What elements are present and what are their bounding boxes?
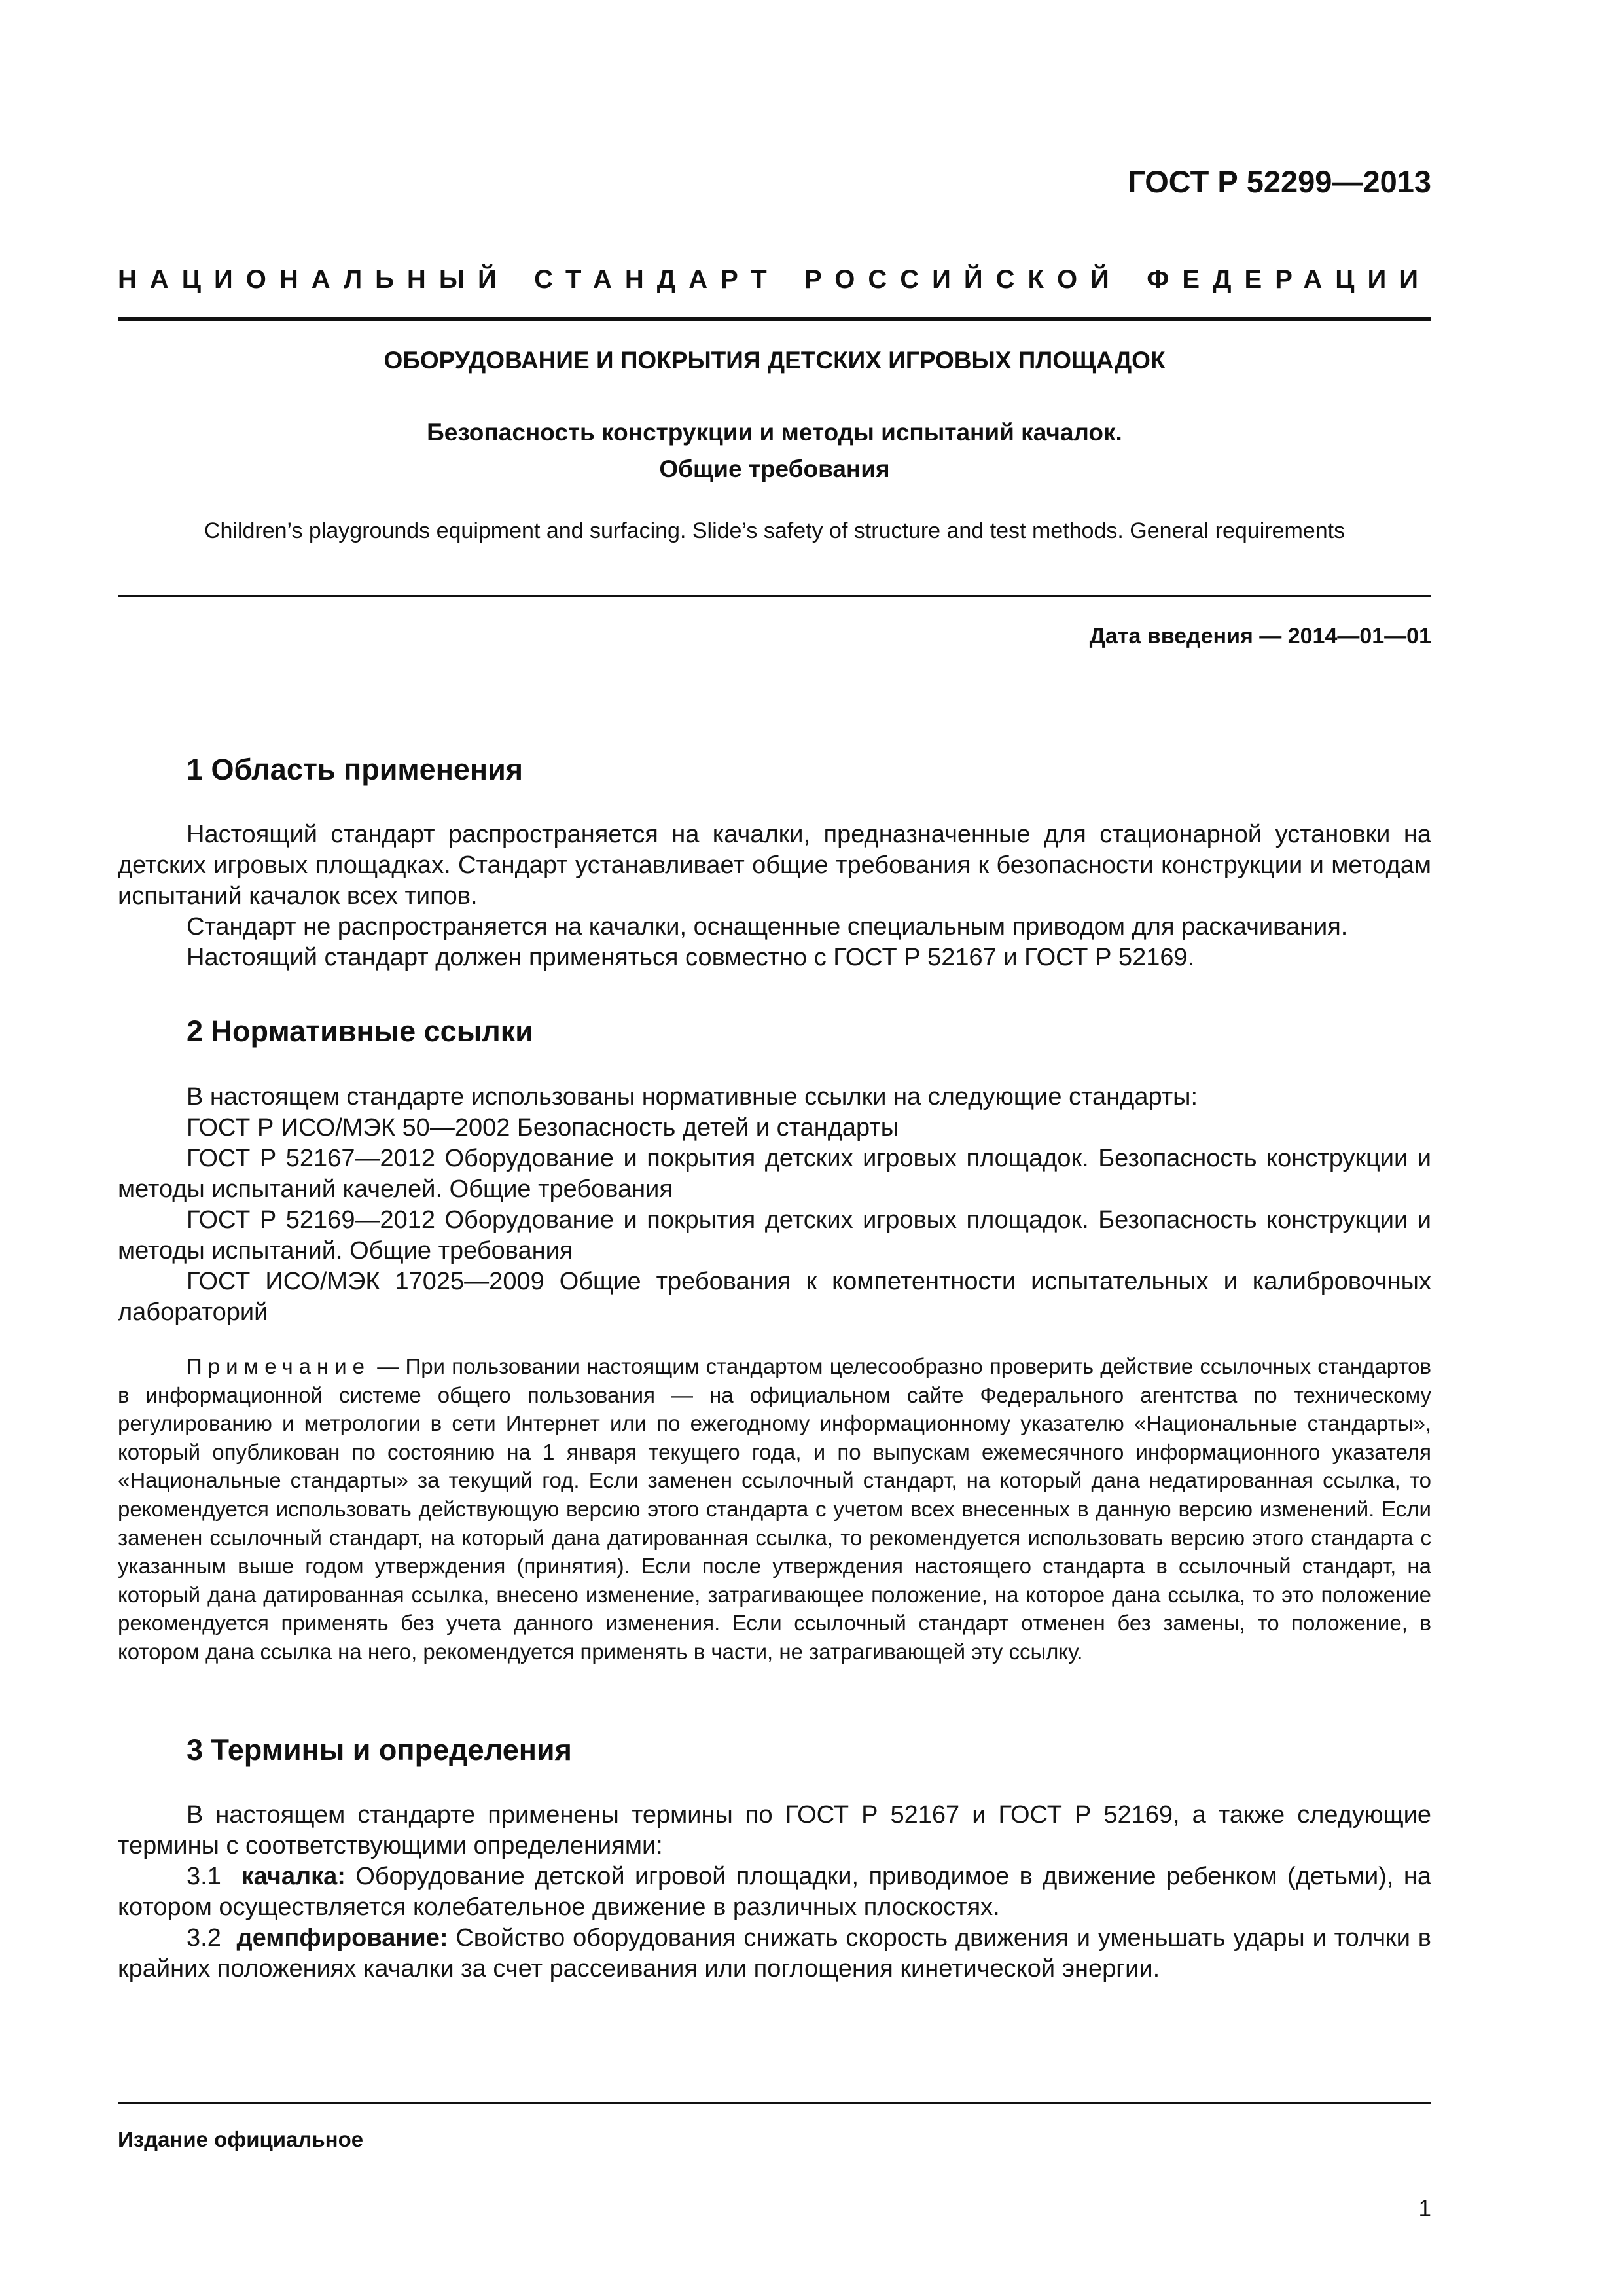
reference-item: ГОСТ Р ИСО/МЭК 50—2002 Безопасность детей и стандарты	[187, 1114, 899, 1141]
term-definition	[118, 1923, 1431, 1984]
section-2-body	[118, 1082, 1431, 1328]
term-number: 3.2	[187, 1924, 221, 1952]
paragraph: В настоящем стандарте применены термины по ГОСТ Р 52167 и ГОСТ Р 52169, а также следующие термины с соответствующими определениями:	[118, 1801, 1431, 1859]
paragraph: Настоящий стандарт должен применяться совместно с ГОСТ Р 52167 и ГОСТ Р 52169.	[187, 944, 1195, 971]
term-text: Свойство оборудования снижать скорость движения и уменьшать удары и толчки в крайних положениях качалки за счет рассеивания или поглощения кинетической энергии.	[118, 1924, 1431, 1982]
paragraph: В настоящем стандарте использованы нормативные ссылки на следующие стандарты:	[187, 1083, 1198, 1111]
footer-rule	[118, 2102, 1431, 2104]
term-number: 3.1	[187, 1863, 221, 1890]
document-title: ОБОРУДОВАНИЕ И ПОКРЫТИЯ ДЕТСКИХ ИГРОВЫХ ПЛОЩАДОК	[383, 347, 1166, 374]
reference-item: ГОСТ Р 52169—2012 Оборудование и покрытия детских игровых площадок. Безопасность конструкции и методы испытаний. Общие требования	[118, 1206, 1431, 1265]
document-subtitle	[118, 414, 1431, 488]
header-rule	[118, 317, 1431, 321]
term: демпфирование:	[236, 1924, 448, 1952]
subtitle-line-1: Безопасность конструкции и методы испытаний качалок.	[427, 419, 1122, 446]
section-3-body	[118, 1800, 1431, 1984]
section-2-note	[118, 1352, 1431, 1666]
section-1-body	[118, 819, 1431, 973]
english-title: Children’s playgrounds equipment and surfacing. Slide’s safety of structure and test methods. General requirements	[204, 518, 1346, 543]
page-number: 1	[1418, 2196, 1431, 2221]
note-label: Примечание	[187, 1354, 371, 1378]
paragraph: Настоящий стандарт распространяется на качалки, предназначенные для стационарной установки на детских игровых площадках. Стандарт устанавливает общие требования к безопасности конструкции и методам испытаний качалок всех типов.	[118, 821, 1431, 910]
reference-item: ГОСТ ИСО/МЭК 17025—2009 Общие требования к компетентности испытательных и калибровочных лабораторий	[118, 1268, 1431, 1326]
document-code: ГОСТ Р 52299—2013	[1128, 164, 1431, 199]
introduction-date: Дата введения — 2014—01—01	[1089, 624, 1431, 649]
subtitle-line-2: Общие требования	[659, 456, 890, 482]
section-1-title: 1 Область применения	[187, 753, 524, 786]
official-edition-label: Издание официальное	[118, 2127, 364, 2151]
term-text: Оборудование детской игровой площадки, приводимое в движение ребенком (детьми), на котором осуществляется колебательное движение в различных плоскостях.	[118, 1863, 1431, 1921]
paragraph: Стандарт не распространяется на качалки, оснащенные специальным приводом для раскачивания.	[187, 913, 1348, 941]
section-3-title: 3 Термины и определения	[187, 1733, 572, 1767]
section-2-title: 2 Нормативные ссылки	[187, 1014, 533, 1048]
national-standard-heading: НАЦИОНАЛЬНЫЙ СТАНДАРТ РОССИЙСКОЙ ФЕДЕРАЦИИ	[118, 265, 1431, 294]
reference-item: ГОСТ Р 52167—2012 Оборудование и покрытия детских игровых площадок. Безопасность конструкции и методы испытаний качелей. Общие требования	[118, 1145, 1431, 1203]
note-text: — При пользовании настоящим стандартом целесообразно проверить действие ссылочных стандартов в информационной системе общего пользования — на официальном сайте Федерального агентства по техническому регулированию и метрологии в сети Интернет или по ежегодному информационному указателю «Национальные стандарты», который опубликован по состоянию на 1 января текущего года, и по выпускам ежемесячного информационного указателя «Национальные стандарты» за текущий год. Если заменен ссылочный стандарт, на который дана недатированная ссылка, то рекомендуется использовать действующую версию этого стандарта с учетом всех внесенных в данную версию изменений. Если заменен ссылочный стандарт, на который дана датированная ссылка, то рекомендуется использовать версию этого стандарта с указанным выше годом утверждения (принятия). Если после утверждения настоящего стандарта в ссылочный стандарт, на который дана датированная ссылка, внесено изменение, затрагивающее положение, на которое дана ссылка, то это положение рекомендуется применять без учета данного изменения. Если ссылочный стандарт отменен без замены, то положение, в котором дана ссылка на него, рекомендуется применять в части, не затрагивающей эту ссылку.	[118, 1354, 1431, 1664]
term: качалка:	[241, 1863, 346, 1890]
term-definition	[118, 1861, 1431, 1923]
title-rule	[118, 595, 1431, 597]
